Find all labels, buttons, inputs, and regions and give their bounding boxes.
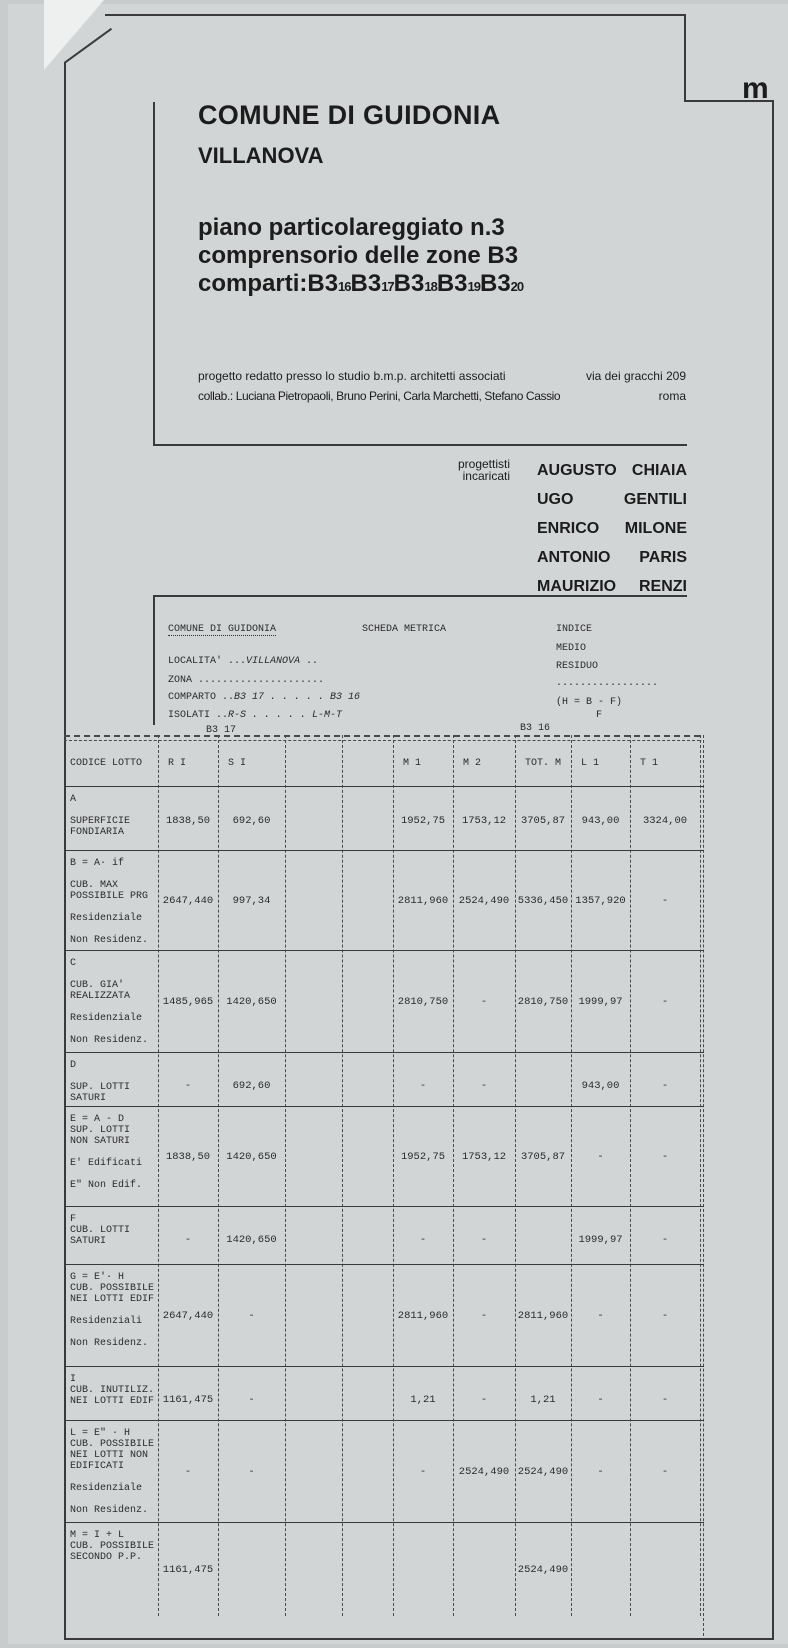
table-row-divider [64, 1106, 704, 1107]
table-cell-value: - [480, 995, 488, 1008]
table-cell-value: 943,00 [581, 814, 620, 827]
title-block-line-left [153, 102, 155, 444]
table-cell-value: 2524,490 [517, 1564, 569, 1577]
table-cell-value: 1,21 [410, 1394, 436, 1406]
comparto-subscript: 17 [381, 279, 394, 294]
designer-name [537, 456, 687, 485]
table-cell-value: 1161,475 [162, 1564, 214, 1577]
table-cell-value: - [661, 1394, 669, 1406]
table-header: R I [168, 758, 187, 769]
table-header: S I [228, 758, 247, 769]
table-column-divider [342, 735, 343, 1616]
credits-city: roma [658, 389, 686, 403]
table-header: M 1 [403, 758, 422, 769]
table-cell-value: 5336,450 [517, 895, 569, 907]
table-cell-value: 2810,750 [397, 995, 449, 1008]
comparto-code: B3 [307, 270, 339, 297]
table-cell-value: 1420,650 [226, 995, 277, 1008]
designer-name [537, 485, 687, 514]
comparto-code: B3 [350, 270, 382, 297]
table-cell-value: 1485,965 [162, 995, 214, 1008]
table-cell-value: 943,00 [581, 1080, 620, 1092]
table-header: M 2 [463, 758, 482, 769]
table-column-divider [515, 735, 516, 1616]
table-row-divider [64, 1264, 704, 1265]
torn-corner [44, 0, 104, 70]
table-cell-value: 2524,490 [517, 1465, 569, 1478]
scheda-line-left [153, 595, 155, 725]
title-plan [198, 214, 523, 301]
table-cell-value: 2524,490 [458, 1465, 510, 1478]
table-column-divider [218, 735, 219, 1616]
table-column-divider [700, 735, 701, 1616]
comparto-code: B3 [393, 270, 425, 297]
title-block-line-bottom [153, 444, 687, 446]
table-cell-value: - [419, 1465, 427, 1478]
table-column-divider [158, 735, 159, 1616]
scheda-comparto: COMPARTO ..B3 17 . . . . . B3 16 [168, 692, 361, 703]
table-cell-value: 2811,960 [397, 1309, 449, 1322]
table-cell-value: - [480, 1309, 488, 1322]
table-cell-value: 3324,00 [642, 814, 688, 827]
table-border-top-inner [64, 740, 700, 741]
scheda-line-top [153, 595, 687, 597]
table-row-label: I CUB. INUTILIZ. NEI LOTTI EDIF [70, 1374, 155, 1407]
table-cell-value: 3705,87 [520, 814, 566, 827]
table-cell-value: - [248, 1309, 255, 1322]
table-cell-value: - [661, 895, 669, 907]
table-border-top [64, 735, 700, 737]
designer-first-name: UGO [537, 491, 574, 508]
table-row-label: D SUP. LOTTI SATURI [70, 1060, 131, 1104]
designers-names [537, 456, 687, 601]
credits-address: via dei gracchi 209 [585, 369, 686, 383]
table-cell-value: - [184, 1080, 192, 1092]
frame-border-left [64, 62, 66, 1640]
table-cell-value: 1420,650 [226, 1151, 277, 1163]
table-row-label: G = E'· H CUB. POSSIBILE NEI LOTTI EDIF Residenziali Non Residenz. [70, 1272, 155, 1349]
group-label-b317: B3 17 [206, 725, 237, 736]
table-column-divider [453, 735, 454, 1616]
designer-first-name: AUGUSTO [537, 462, 617, 479]
comparto-subscript: 16 [338, 279, 351, 294]
credits-studio: progetto redatto presso lo studio b.m.p. architetti associati [198, 369, 506, 383]
plan-line-2: comprensorio delle zone B3 [198, 242, 519, 269]
table-cell-value: - [661, 1234, 669, 1246]
frame-border-right-upper [684, 14, 686, 102]
designer-name [537, 514, 687, 543]
credits-collaborators: collab.: Luciana Pietropaoli, Bruno Perini, Carla Marchetti, Stefano Cassio [198, 389, 561, 403]
title-comune: COMUNE DI GUIDONIA [198, 100, 501, 130]
corner-mark: m [742, 72, 769, 105]
table-cell-value: 692,60 [232, 1080, 271, 1092]
table-row-label: F CUB. LOTTI SATURI [70, 1214, 131, 1247]
table-cell-value: - [661, 1465, 669, 1478]
credits-block [198, 366, 686, 406]
designer-last-name: CHIAIA [631, 462, 687, 479]
table-cell-value: - [597, 1151, 604, 1163]
plan-line-1: piano particolareggiato n.3 [198, 214, 505, 241]
table-cell-value: 997,34 [232, 895, 271, 907]
table-row-label: B = A· if CUB. MAX POSSIBILE PRG Residenziale Non Residenz. [70, 858, 149, 946]
title-locality: VILLANOVA [198, 143, 324, 168]
designer-first-name: ENRICO [537, 520, 600, 537]
table-cell-value: - [419, 1080, 427, 1092]
comparti-label: comparti: [198, 270, 308, 297]
table-row-divider [64, 786, 704, 787]
table-row-divider [64, 950, 704, 951]
comparti-list [307, 270, 523, 297]
scheda-comune: COMUNE DI GUIDONIA [168, 624, 277, 635]
scheda-isolati: ISOLATI ..R-S . . . . . L-M-T [168, 710, 343, 721]
table-column-divider [393, 735, 394, 1616]
table-cell-value: 1753,12 [461, 1151, 507, 1163]
table-cell-value: - [597, 1309, 604, 1322]
table-column-divider [703, 735, 704, 1636]
table-cell-value: 2810,750 [517, 995, 569, 1008]
plan-line-3 [198, 270, 523, 301]
table-cell-value: 1952,75 [400, 1151, 446, 1163]
table-cell-value: - [661, 995, 669, 1008]
table-cell-value: - [480, 1080, 488, 1092]
comparto-code: B3 [479, 270, 511, 297]
table-cell-value: 1753,12 [461, 814, 507, 827]
table-cell-value: 1999,97 [578, 995, 623, 1008]
designer-last-name: RENZI [639, 578, 687, 595]
table-row-label: A SUPERFICIE FONDIARIA [70, 794, 131, 838]
table-header: T 1 [640, 758, 659, 769]
designer-last-name: GENTILI [623, 491, 687, 508]
table-cell-value: 1952,75 [400, 814, 446, 827]
table-cell-value: - [661, 1151, 669, 1163]
table-cell-value: 3705,87 [520, 1151, 566, 1163]
scheda-indice: INDICE [556, 624, 593, 635]
table-cell-value: - [184, 1465, 192, 1478]
frame-border-bottom [64, 1638, 774, 1640]
table-cell-value: 1838,50 [165, 814, 211, 827]
frame-border-right [772, 100, 774, 1640]
table-cell-value: - [184, 1234, 192, 1246]
comparto-subscript: 18 [424, 279, 437, 294]
designers-label: progettisti incaricati [457, 457, 510, 483]
scheda-title: SCHEDA METRICA [362, 624, 447, 635]
scheda-localita: LOCALITA' ...VILLANOVA .. [168, 656, 319, 667]
designer-last-name: MILONE [624, 520, 687, 537]
table-row-divider [64, 1366, 704, 1367]
table-header: L 1 [581, 758, 600, 769]
scheda-formula-den: F [596, 710, 603, 721]
table-header: TOT. M [525, 758, 562, 769]
table-cell-value: 1,21 [530, 1394, 556, 1406]
table-cell-value: - [597, 1465, 604, 1478]
table-row-divider [64, 1052, 704, 1053]
table-header: CODICE LOTTO [70, 758, 143, 769]
table-row-label: L = E" · H CUB. POSSIBILE NEI LOTTI NON EDIFICATI Residenziale Non Residenz. [70, 1428, 155, 1516]
table-cell-value: - [597, 1394, 604, 1406]
table-cell-value: 2811,960 [397, 895, 449, 907]
scheda-medio: MEDIO [556, 643, 587, 654]
table-cell-value: - [419, 1234, 427, 1246]
table-cell-value: 692,60 [232, 814, 271, 827]
table-column-divider [571, 735, 572, 1616]
scheda-residuo: RESIDUO [556, 661, 599, 672]
table-cell-value: - [480, 1394, 488, 1406]
table-row-divider [64, 1420, 704, 1421]
designer-first-name: ANTONIO [537, 549, 611, 566]
table-cell-value: - [661, 1309, 669, 1322]
table-cell-value: - [248, 1465, 255, 1478]
table-cell-value: 2524,490 [458, 895, 510, 907]
comparto-subscript: 20 [510, 279, 524, 294]
table-row-divider [64, 1522, 704, 1523]
scheda-formula: (H = B - F) [556, 697, 623, 708]
table-row-label: E = A - D SUP. LOTTI NON SATURI E' Edificati E" Non Edif. [70, 1114, 143, 1191]
comparto-subscript: 19 [467, 279, 480, 294]
table-cell-value: 1838,50 [165, 1151, 211, 1163]
frame-border-top [105, 14, 685, 16]
designer-first-name: MAURIZIO [537, 578, 617, 595]
designer-last-name: PARIS [639, 549, 687, 566]
table-cell-value: 2811,960 [517, 1309, 569, 1322]
table-column-divider [630, 735, 631, 1616]
group-label-b316: B3 16 [520, 723, 551, 734]
scheda-dots: ................. [556, 678, 659, 689]
comparto-code: B3 [436, 270, 468, 297]
designer-name [537, 543, 687, 572]
table-cell-value: - [480, 1234, 488, 1246]
table-cell-value: 1999,97 [578, 1234, 623, 1246]
table-cell-value: - [248, 1394, 255, 1406]
table-row-label: C CUB. GIA' REALIZZATA Residenziale Non Residenz. [70, 958, 149, 1046]
table-cell-value: 2647,440 [162, 895, 214, 907]
table-cell-value: 1161,475 [162, 1394, 214, 1406]
table-row-divider [64, 850, 704, 851]
table-row-label: M = I + L CUB. POSSIBILE SECONDO P.P. [70, 1530, 155, 1563]
scheda-zona: ZONA ..................... [168, 675, 325, 686]
table-cell-value: 1420,650 [226, 1234, 277, 1246]
table-cell-value: 2647,440 [162, 1309, 214, 1322]
table-cell-value: 1357,920 [575, 895, 626, 907]
table-cell-value: - [661, 1080, 669, 1092]
table-row-divider [64, 1206, 704, 1207]
table-column-divider [285, 735, 286, 1616]
